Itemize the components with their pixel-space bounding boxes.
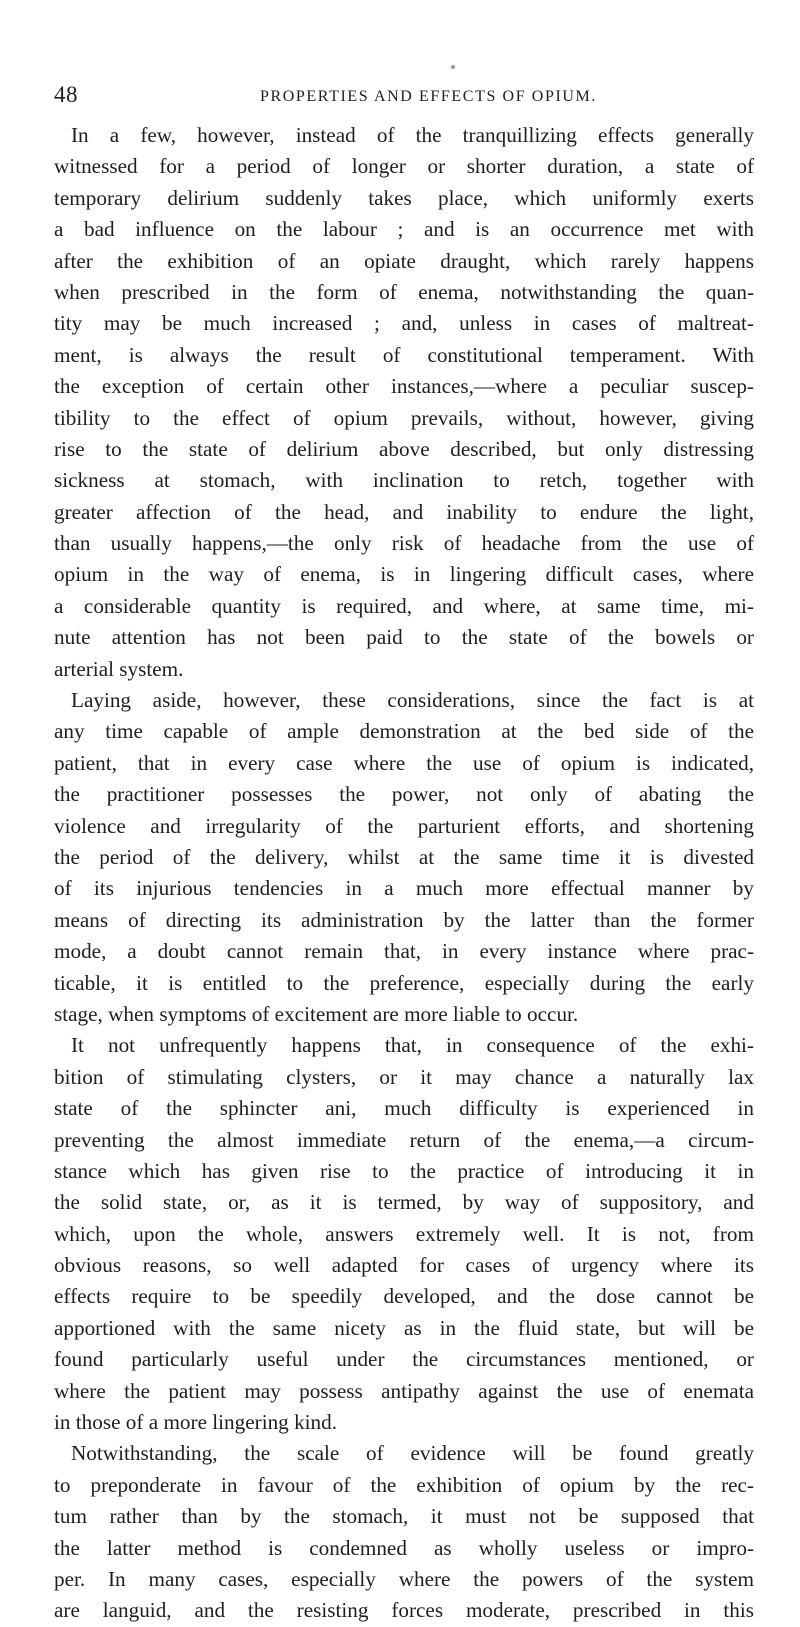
- text-line: arterial system.: [54, 656, 184, 681]
- text-line: patient, that in every case where the use of opium is indicated,: [54, 750, 754, 775]
- text-line: per. In many cases, especially where the powers of the system: [54, 1566, 754, 1591]
- text-line: ticable, it is entitled to the preference, especially during the early: [54, 970, 754, 995]
- text-line: stage, when symptoms of excitement are more liable to occur.: [54, 1001, 579, 1026]
- text-line: witnessed for a period of longer or shorter duration, a state of: [54, 154, 754, 179]
- text-line: to preponderate in favour of the exhibition of opium by the rec-: [54, 1472, 754, 1497]
- text-line: state of the sphincter ani, much difficulty is experienced in: [54, 1096, 754, 1121]
- text-line: preventing the almost immediate return of the enema,—a circum-: [54, 1127, 754, 1152]
- text-line: mode, a doubt cannot remain that, in every instance where prac-: [54, 939, 754, 964]
- body-text: [54, 120, 754, 1627]
- text-line: when prescribed in the form of enema, notwithstanding the quan-: [54, 279, 754, 304]
- text-line: Laying aside, however, these considerations, since the fact is at: [71, 688, 754, 713]
- text-line: a considerable quantity is required, and where, at same time, mi-: [54, 593, 754, 618]
- text-line: the practitioner possesses the power, not only of abating the: [54, 782, 754, 807]
- print-speck: [451, 65, 455, 69]
- text-line: tity may be much increased ; and, unless in cases of maltreat-: [54, 311, 754, 336]
- text-line: obvious reasons, so well adapted for cases of urgency where its: [54, 1253, 754, 1278]
- text-line: In a few, however, instead of the tranquillizing effects generally: [71, 123, 754, 147]
- text-line: apportioned with the same nicety as in the fluid state, but will be: [54, 1315, 754, 1340]
- text-line: found particularly useful under the circumstances mentioned, or: [54, 1347, 754, 1372]
- text-line: any time capable of ample demonstration at the bed side of the: [54, 719, 754, 744]
- text-line: than usually happens,—the only risk of headache from the use of: [54, 531, 754, 556]
- text-line: rise to the state of delirium above described, but only distressing: [54, 436, 754, 461]
- text-line: violence and irregularity of the parturient efforts, and shortening: [54, 813, 754, 838]
- text-line: stance which has given rise to the practice of introducing it in: [54, 1158, 754, 1183]
- text-line: It not unfrequently happens that, in consequence of the exhi-: [71, 1033, 754, 1058]
- text-line: nute attention has not been paid to the state of the bowels or: [54, 625, 754, 650]
- text-line: in those of a more lingering kind.: [54, 1410, 338, 1435]
- text-line: opium in the way of enema, is in lingering difficult cases, where: [54, 562, 754, 587]
- text-line: greater affection of the head, and inability to endure the light,: [54, 499, 754, 524]
- text-line: Notwithstanding, the scale of evidence will be found greatly: [71, 1441, 754, 1466]
- text-line: tum rather than by the stomach, it must not be supposed that: [54, 1504, 754, 1529]
- text-line: temporary delirium suddenly takes place, which uniformly exerts: [54, 185, 754, 210]
- text-line: are languid, and the resisting forces moderate, prescribed in this: [54, 1598, 754, 1623]
- text-line: the period of the delivery, whilst at the same time it is divested: [54, 844, 754, 869]
- text-line: ment, is always the result of constitutional temperament. With: [54, 342, 754, 367]
- page-header: [54, 82, 754, 112]
- text-line: means of directing its administration by the latter than the former: [54, 907, 754, 932]
- text-line: a bad influence on the labour ; and is an occurrence met with: [54, 217, 754, 242]
- text-line: the latter method is condemned as wholly useless or impro-: [54, 1535, 754, 1560]
- text-line: bition of stimulating clysters, or it may chance a naturally lax: [54, 1064, 754, 1089]
- text-line: the solid state, or, as it is termed, by way of suppository, and: [54, 1190, 754, 1215]
- page-number: 48: [54, 82, 78, 107]
- text-line: the exception of certain other instances,—where a peculiar suscep-: [54, 374, 754, 399]
- text-line: where the patient may possess antipathy against the use of enemata: [54, 1378, 754, 1403]
- text-line: effects require to be speedily developed, and the dose cannot be: [54, 1284, 754, 1309]
- running-head: PROPERTIES AND EFFECTS OF OPIUM.: [260, 88, 597, 105]
- text-line: sickness at stomach, with inclination to retch, together with: [54, 468, 754, 493]
- text-line: of its injurious tendencies in a much more effectual manner by: [54, 876, 754, 901]
- text-line: which, upon the whole, answers extremely well. It is not, from: [54, 1221, 754, 1246]
- text-line: after the exhibition of an opiate draught, which rarely happens: [54, 248, 754, 273]
- text-line: tibility to the effect of opium prevails, without, however, giving: [54, 405, 754, 430]
